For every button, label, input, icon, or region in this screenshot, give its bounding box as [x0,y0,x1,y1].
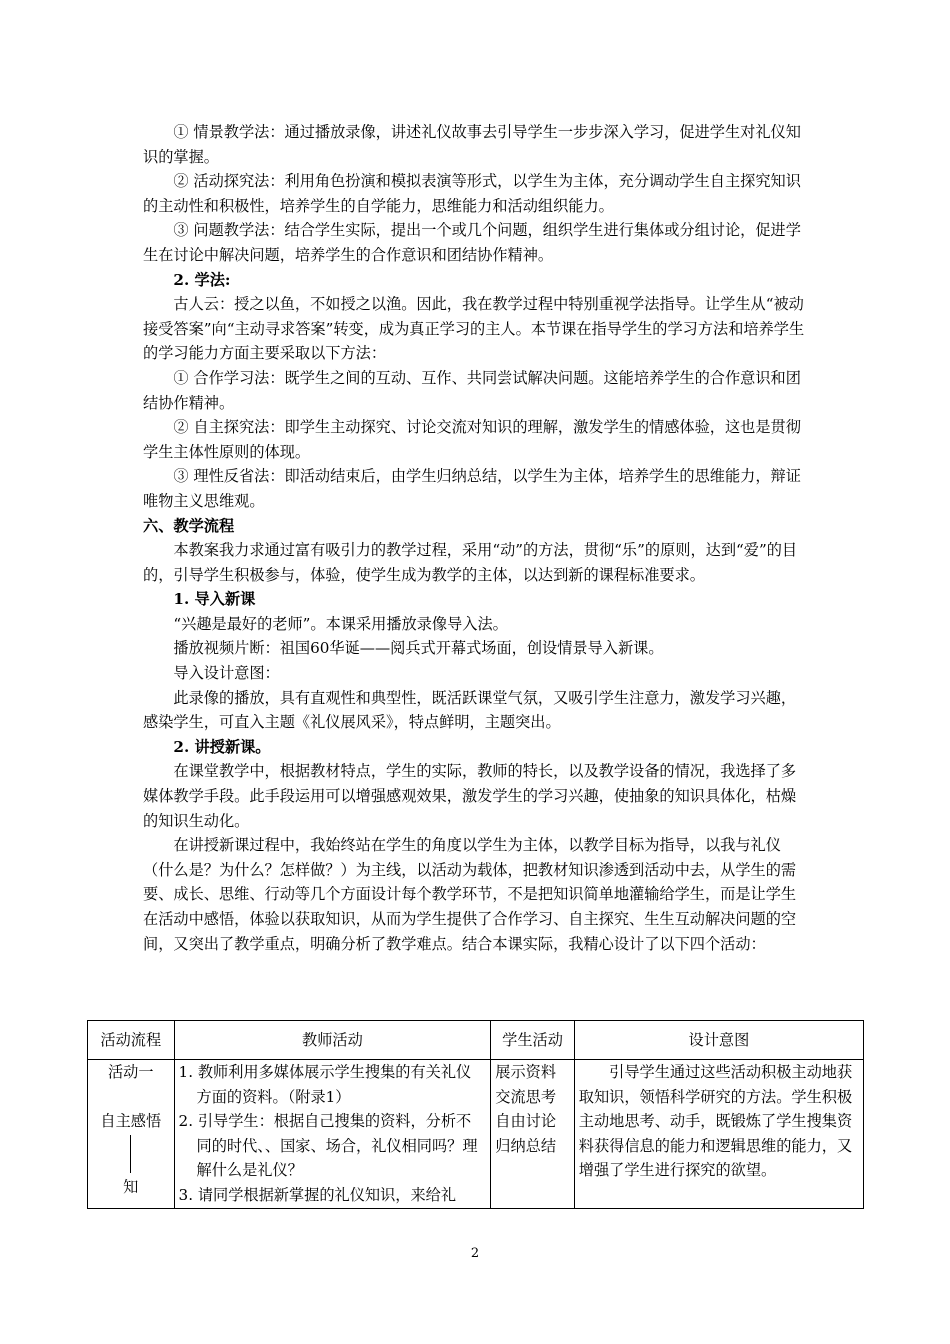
table-header-row [88,1021,864,1060]
stage-cell [88,1060,175,1209]
section-heading: 2. 学法: [173,270,231,289]
student-item: 自由讨论 [495,1112,556,1131]
header-teacher: 教师活动 [174,1021,491,1060]
paragraph: 本教案我力求通过富有吸引力的教学过程，采用“动”的方法，贯彻“乐”的原则，达到“爱”的目的，引导学生积极参与，体验，使学生成为教学的主体，以达到新的课程标准要求。 [143,541,798,584]
student-item: 展示资料 [495,1063,556,1081]
page-number: 2 [470,1246,480,1261]
header-intent: 设计意图 [574,1021,863,1060]
section-heading: 2. 讲授新课。 [173,737,271,756]
paragraph: ② 活动探究法：利用角色扮演和模拟表演等形式，以学生为主体，充分调动学生自主探究知识的主动性和积极性，培养学生的自学能力，思维能力和活动组织能力。 [143,172,801,215]
document-body [143,120,810,956]
section-heading: 1. 导入新课 [173,590,256,609]
stage-sub2: 知 [123,1178,139,1197]
paragraph: ① 合作学习法：既学生之间的互动、互作、共同尝试解决问题。这能培养学生的合作意识和团结协作精神。 [143,368,801,412]
student-item: 归纳总结 [495,1136,556,1155]
teacher-item: 2. 引导学生：根据自己搜集的资料，分析不同的时代、、国家、场合，礼仪相同吗？理解什么是礼仪？ [178,1112,478,1180]
paragraph: ① 情景教学法：通过播放录像，讲述礼仪故事去引导学生一步步深入学习，促进学生对礼仪知识的掌握。 [143,123,801,166]
table-row [88,1060,864,1209]
paragraph: 导入设计意图： [173,664,280,683]
paragraph: 在课堂教学中，根据教材特点，学生的实际，教师的特长，以及教学设备的情况，我选择了多媒体教学手段。此手段运用可以增强感观效果，激发学生的学习兴趣，使抽象的知识具体化，枯燥的知识生动化。 [143,762,797,830]
header-student: 学生活动 [491,1021,575,1060]
stage-divider-line [130,1135,131,1173]
header-stage: 活动流程 [88,1021,175,1060]
intent-text: 引导学生通过这些活动积极主动地获取知识，领悟科学研究的方法。学生积极主动地思考、动手，既锻炼了学生搜集资料获得信息的能力和逻辑思维的能力，又增强了学生进行探究的欲望。 [578,1063,853,1180]
teacher-item: 3. 请同学根据新掌握的礼仪知识，来给礼 [178,1185,457,1204]
paragraph: “兴趣是最好的老师”。本课采用播放录像导入法。 [173,614,508,633]
activity-table [87,1020,864,1209]
paragraph: 此录像的播放，具有直观性和典型性，既活跃课堂气氛，又吸引学生注意力，激发学习兴趣，感染学生，可直入主题《礼仪展风采》，特点鲜明，主题突出。 [143,688,797,732]
paragraph: 古人云：授之以鱼，不如授之以渔。因此，我在教学过程中特别重视学法指导。让学生从“被动接受答案”向“主动寻求答案”转变，成为真正学习的主人。本节课在指导学生的学习方法和培养学生的学习能力方面主要采取以下方法： [143,295,805,363]
section-heading: 六、教学流程 [143,516,235,535]
paragraph: ③ 问题教学法：结合学生实际，提出一个或几个问题，组织学生进行集体或分组讨论，促进学生在讨论中解决问题，培养学生的合作意识和团结协作精神。 [143,221,801,264]
student-item: 交流思考 [495,1087,556,1106]
paragraph: 播放视频片断：祖国60华诞——阅兵式开幕式场面，创设情景导入新课。 [173,639,664,658]
intent-cell [574,1060,863,1209]
paragraph: ③ 理性反省法：即活动结束后，由学生归纳总结，以学生为主体，培养学生的思维能力，辩证唯物主义思维观。 [143,467,801,510]
paragraph: 在讲授新课过程中，我始终站在学生的角度以学生为主体，以教学目标为指导，以我与礼仪（什么是？为什么？怎样做？）为主线，以活动为载体，把教材知识渗透到活动中去，从学生的需要、成长、思维、行动等几个方面设计每个教学环节，不是把知识简单地灌输给学生，而是让学生在活动中感悟，体验以获取知识，从而为学生提供了合作学习、自主探究、生生互动解决问题的空间，又突出了教学重点，明确分析了教学难点。结合本课实际，我精心设计了以下四个活动： [143,836,797,953]
student-cell [491,1060,575,1209]
paragraph: ② 自主探究法：即学生主动探究、讨论交流对知识的理解，激发学生的情感体验，这也是贯彻学生主体性原则的体现。 [143,418,801,461]
teacher-cell [174,1060,491,1209]
teacher-item: 1. 教师利用多媒体展示学生搜集的有关礼仪方面的资料。（附录1） [178,1063,472,1106]
stage-label: 活动一 [107,1063,154,1081]
stage-sub1: 自主感悟 [100,1111,162,1130]
